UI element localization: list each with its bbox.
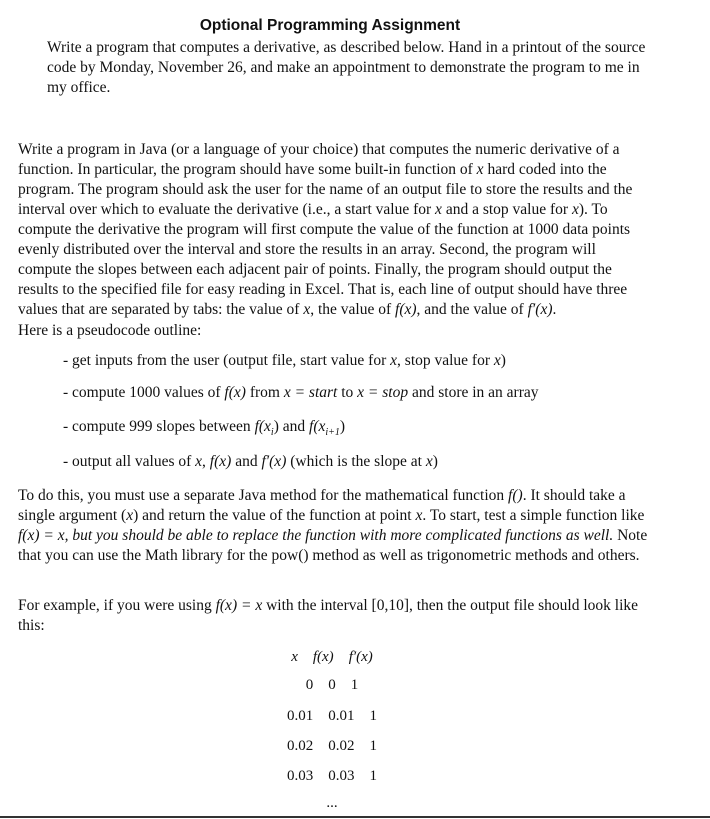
method-paragraph: To do this, you must use a separate Java method for the mathematical function f(). It should take a single argument (x) and return the value of the function at point x. To start, test a simple function like f(x) = x, but you should be able to replace the function with more complicated functions as well. Note that you can use the Math library for the pow() method as well as trigonometric methods and others. — [18, 487, 648, 564]
intro-paragraph: Write a program that computes a derivative, as described below. Hand in a printout of the source code by Monday, November 26, and make an appointment to demonstrate the program to me in my office. — [47, 39, 646, 96]
outline-label: Here is a pseudocode outline: — [18, 322, 202, 339]
table-row: 0.03 0.03 1 — [287, 768, 377, 784]
bullet-compute-slopes: - compute 999 slopes between $f(x_i)$ and $f(x_{i+1})$ — [63, 418, 346, 439]
page-divider — [0, 816, 710, 818]
bullet-get-inputs: - get inputs from the user (output file, start value for x, stop value for x) — [63, 352, 506, 369]
table-header-fpx: f′(x) — [348, 649, 373, 665]
table-header-x: x — [291, 649, 298, 665]
table-row: 0 0 1 — [305, 677, 359, 693]
example-paragraph: For example, if you were using f(x) = x with the interval [0,10], then the output file should look like this: — [18, 597, 639, 634]
bullet-output-values: - output all values of x, f(x) and f′(x) (which is the slope at x) — [63, 453, 438, 470]
main-paragraph: Write a program in Java (or a language of your choice) that computes the numeric derivative of a function. In particular, the program should have some built-in function of x hard coded into the program. The program should ask the user for the name of an output file to store the results and the interval over which to evaluate the derivative (i.e., a start value for x and a stop value for x). To compute the derivative the program will first compute the value of the function at 1000 data points evenly distributed over the interval and store the results in an array. Second, the program will compute the slopes between each adjacent pair of points. Finally, the program should output the results to the specified file for easy reading in Excel. That is, each line of output should have three values that are separated by tabs: the value of x, the value of f(x), and the value of f′(x). — [18, 141, 633, 318]
table-row: 0.01 0.01 1 — [287, 708, 377, 724]
table-header — [262, 649, 402, 666]
table-row: 0.02 0.02 1 — [287, 738, 377, 754]
bullet-compute-values: - compute 1000 values of f(x) from x = start to x = stop and store in an array — [63, 384, 539, 401]
table-ellipsis: ... — [326, 795, 338, 811]
table-header-fx: f(x) — [312, 649, 334, 665]
assignment-title: Optional Programming Assignment — [199, 17, 461, 34]
